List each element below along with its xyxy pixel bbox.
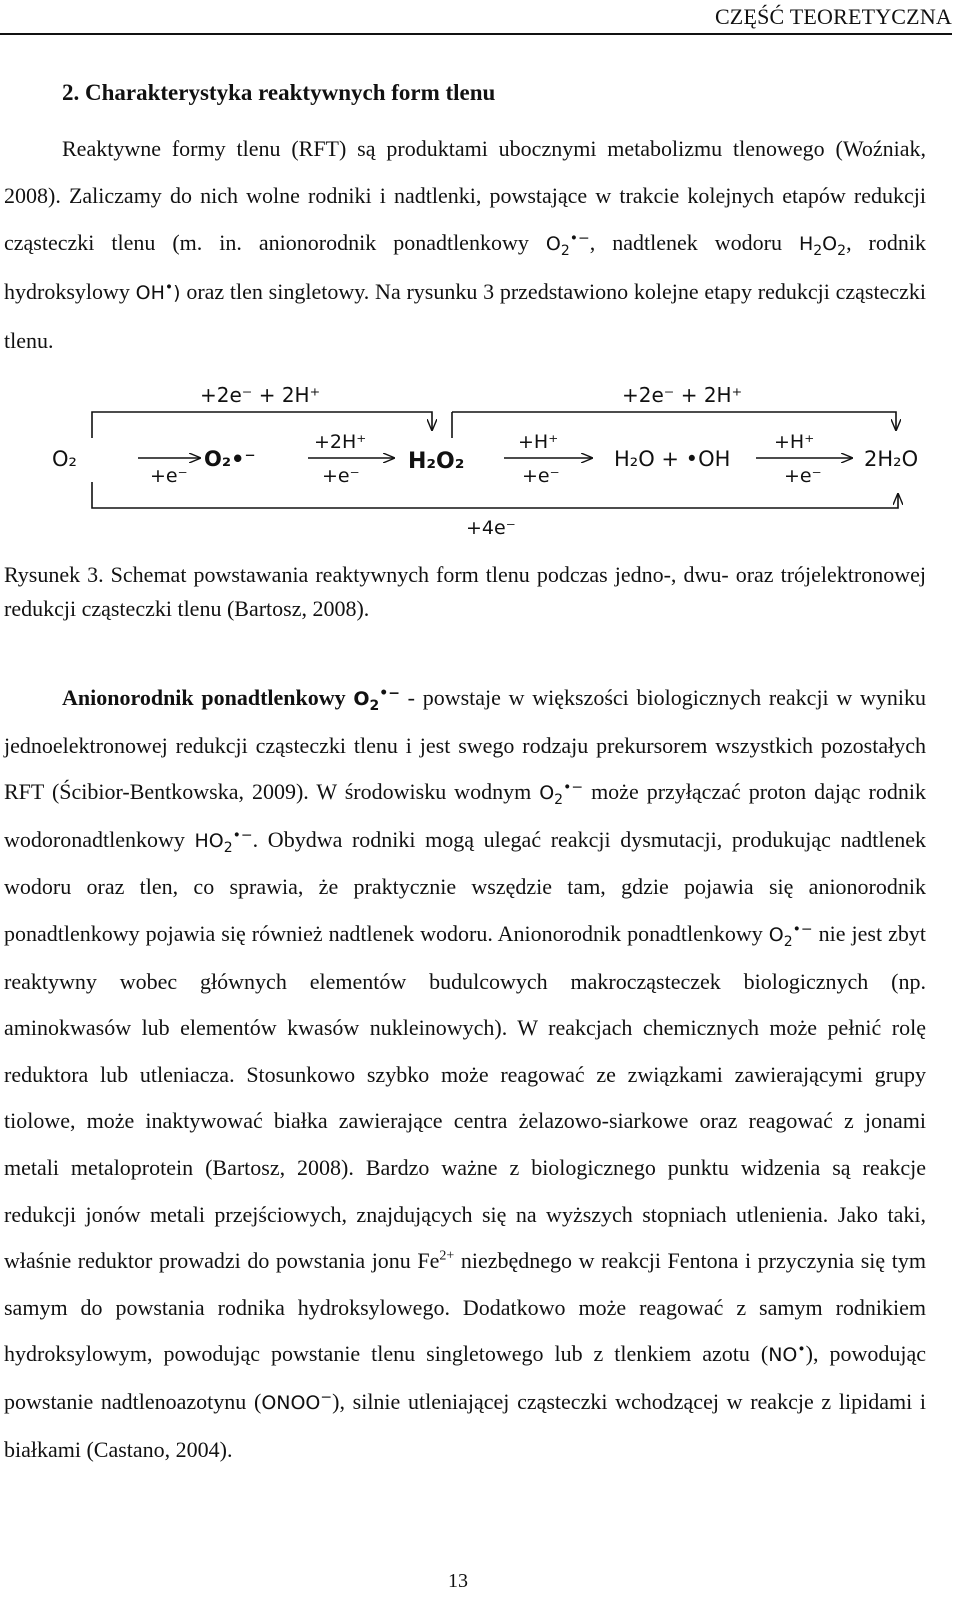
- formula-hydroperoxyl: $HO_2^{•-}$: [194, 827, 253, 856]
- species-h2o2: H₂O₂: [408, 449, 465, 474]
- body-text-4: nie jest zbyt reaktywny wobec głównych elementów budulcowych makrocząsteczek biologicznych (np. aminokwasów lub elementów kwasów nukleinowych). W reakcjach chemicznych może pełnić rolę reduktora lub utleniacza. Stosunkowo szybko może reagować ze związkami zawierającymi grupy tiolowe, może inaktywować białka zawierające centra żelazowo-siarkowe oraz reagować z jonami metali metaloprotein (Bartosz, 2008). Bardzo ważne z biologicznego punktu widzenia są reakcje redukcji jonów metali przejściowych, znajdujących się na wyższych stopniach utlenienia. Jako taki, właśnie reduktor prowadzi do powstania jonu: [4, 920, 926, 1274]
- formula-superoxide-3: $O_2^{•-}$: [768, 921, 813, 950]
- intro-text-4: oraz tlen singletowy. Na rysunku 3 przedstawiono kolejne etapy redukcji cząsteczki tlenu.: [4, 279, 926, 353]
- body-text-3: . Obydwa rodniki mogą ulegać reakcji dysmutacji, produkując nadtlenek wodoru oraz tlen, co sprawia, że praktycznie wszędzie tam, gdzie pojawia się anionorodnik ponadtlenkowy pojawia się również nadtlenek wodoru. Anionorodnik ponadtlenkowy: [4, 826, 927, 946]
- species-h2o-oh: H₂O + •OH: [614, 447, 731, 471]
- formula-superoxide-bold: $O_2^{•-}$: [353, 685, 400, 714]
- intro-paragraph: [4, 125, 926, 364]
- intro-text-3: , rodnik hydroksylowy: [4, 230, 926, 304]
- arrow-3-top-label: +H⁺: [518, 431, 559, 453]
- arrow-1-bottom-label: +e⁻: [150, 465, 188, 487]
- reduction-scheme-diagram: [0, 370, 960, 540]
- bottom-label: +4e⁻: [466, 517, 516, 539]
- arrow-2-bottom-label: +e⁻: [322, 465, 360, 487]
- page-number: 13: [448, 1570, 468, 1592]
- arrow-3-bottom-label: +e⁻: [522, 465, 560, 487]
- figure-caption: Rysunek 3. Schemat powstawania reaktywnych form tlenu podczas jedno-, dwu- oraz trójelektronowej redukcji cząsteczki tlenu (Bartosz, 2008).: [4, 562, 926, 621]
- bracket-o2-to-h2o2: [92, 412, 432, 438]
- section-number: 2.: [62, 80, 80, 105]
- arrow-2-top-label: +2H⁺: [314, 431, 367, 453]
- top-left-label: +2e⁻ + 2H⁺: [200, 383, 321, 407]
- section-title: Charakterystyka reaktywnych form tlenu: [85, 80, 496, 105]
- body-text-2: może przyłączać proton dając rodnik wodoronadtlenkowy: [4, 779, 926, 852]
- intro-text-1: Reaktywne formy tlenu (RFT) są produktami ubocznymi metabolizmu tlenowego (Woźniak, 2008). Zaliczamy do nich wolne rodniki i nadtlenki, powstające w trakcie kolejnych etapów redukcji cząsteczki tlenu (m. in. anionorodnik ponadtlenkowy: [4, 136, 926, 255]
- species-2h2o: 2H₂O: [864, 447, 919, 471]
- formula-hydroxyl: OH•): [135, 279, 181, 304]
- body-text-7: ), silnie utleniającej cząsteczki wchodzącej w reakcje z lipidami i białkami (Castano, 2004).: [4, 1388, 926, 1462]
- species-superoxide: O₂•⁻: [204, 447, 256, 471]
- body-lead-term: Anionorodnik ponadtlenkowy: [62, 685, 354, 710]
- formula-iron-ion: $Fe^{2+}$: [417, 1248, 455, 1274]
- formula-superoxide-2: $O_2^{•-}$: [539, 779, 584, 808]
- body-text-6: ), powodując powstanie nadtlenoazotynu (: [4, 1341, 926, 1414]
- running-header: CZĘŚĆ TEORETYCZNA: [714, 4, 952, 29]
- bracket-h2o2-to-2h2o: [452, 412, 896, 430]
- formula-peroxynitrite: ONOO−: [261, 1389, 333, 1414]
- body-text-5: niezbędnego w reakcji Fentona i przyczynia się tym samym do powstania rodnika hydroksylowego. Dodatkowo może reagować z samym rodnikiem hydroksylowym, powodując powstanie tlenu singletowego lub z tlenkiem azotu (: [4, 1248, 926, 1367]
- arrow-4-bottom-label: +e⁻: [784, 465, 822, 487]
- formula-h2o2: $H_2O_2$: [798, 233, 847, 259]
- formula-nitric-oxide: NO•: [768, 1341, 806, 1367]
- bracket-four-electron: [92, 482, 898, 508]
- intro-text-2: , nadtlenek wodoru: [589, 230, 799, 255]
- species-o2: O₂: [52, 447, 77, 471]
- body-paragraph: [4, 675, 926, 1473]
- arrow-4-top-label: +H⁺: [774, 431, 815, 453]
- body-text-1: - powstaje w większości biologicznych reakcji w wyniku jednoelektronowej redukcji cząsteczki tlenu i jest swego rodzaju prekursorem wszystkich pozostałych RFT (Ścibior-Bentkowska, 2009). W środowisku wodnym: [4, 685, 926, 805]
- section-heading: [62, 80, 495, 106]
- formula-superoxide: $O_2^{•-}$: [545, 230, 590, 259]
- header-rule: [0, 33, 952, 35]
- top-right-label: +2e⁻ + 2H⁺: [622, 383, 743, 407]
